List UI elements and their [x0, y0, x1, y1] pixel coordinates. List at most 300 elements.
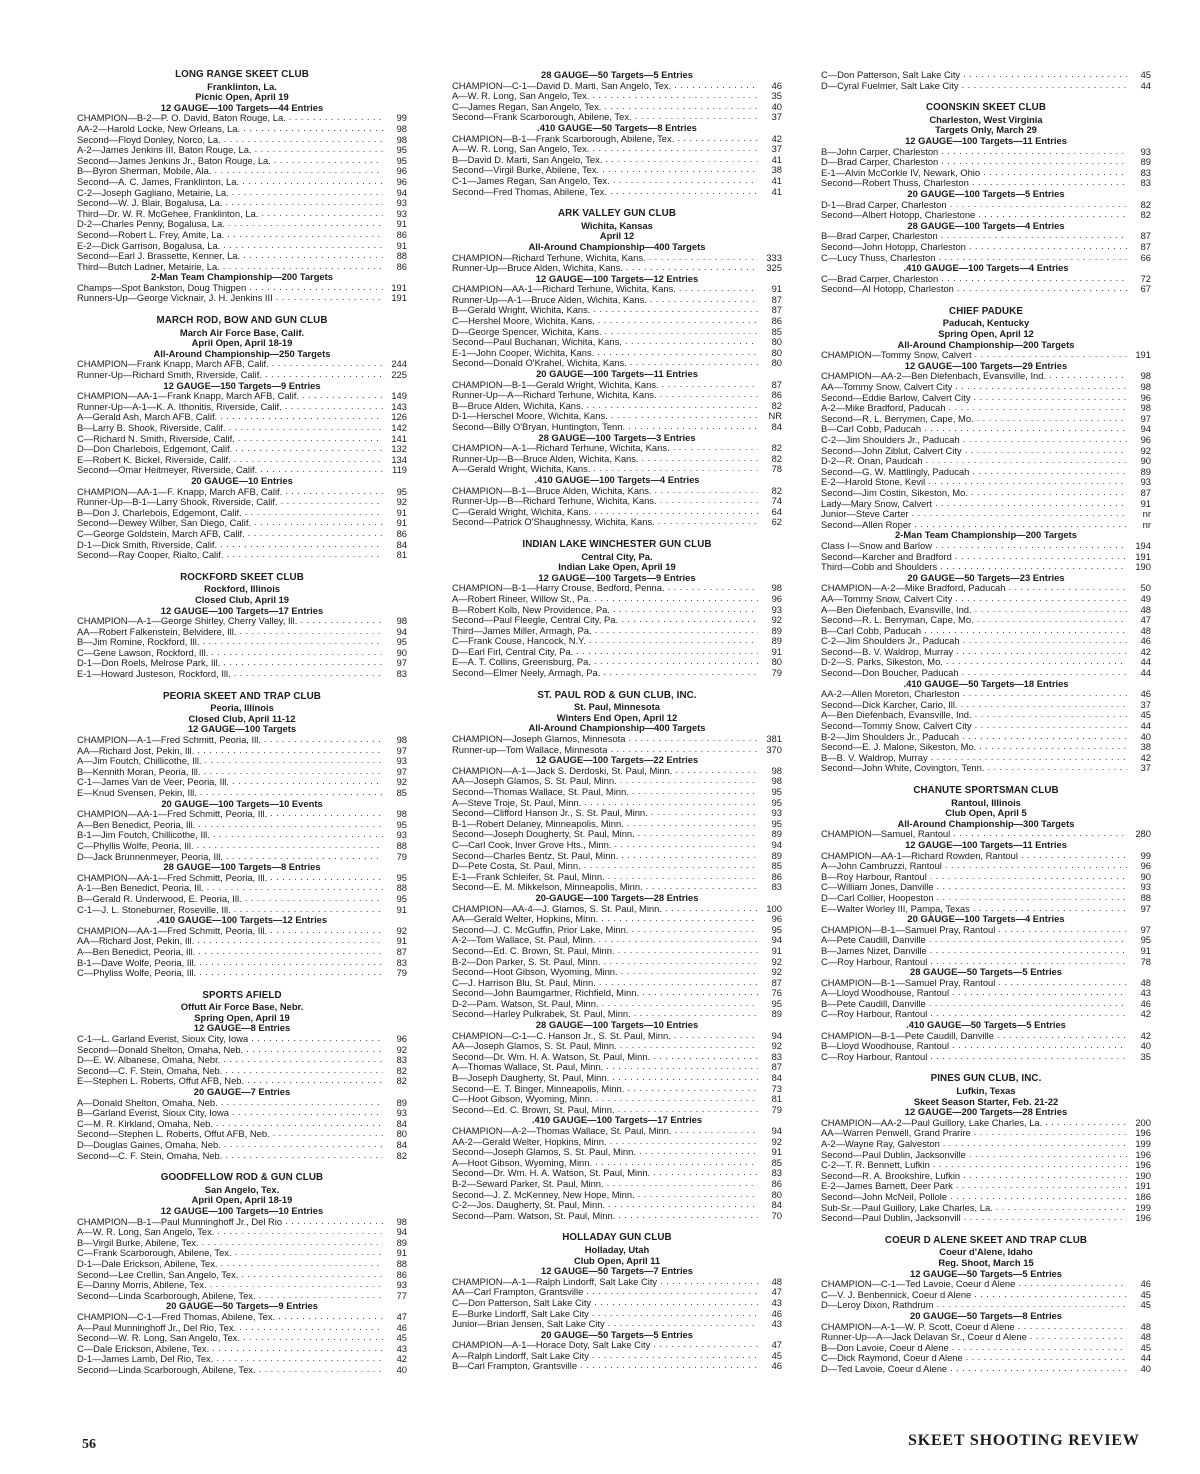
score: 88 — [1140, 891, 1151, 903]
score: 80 — [771, 346, 782, 358]
shooter-entry: A—Donald Shelton, Omaha, Neb. — [77, 1097, 218, 1108]
dot-leader — [993, 1203, 1127, 1214]
result-line — [452, 134, 782, 145]
score: 46 — [1140, 1278, 1151, 1290]
score: 85 — [771, 860, 782, 872]
score: 41 — [771, 153, 782, 165]
shooter-entry: E-1—Frank Schleifer, St. Paul, Minn. — [452, 871, 605, 882]
dot-leader — [646, 253, 758, 264]
dot-leader — [952, 552, 1127, 563]
dot-leader — [650, 1052, 758, 1063]
shooter-entry: Second—Hoot Gibson, Wyoming, Minn. — [452, 967, 618, 978]
result-line — [452, 1084, 782, 1095]
shooter-entry: Second—R. L. Berryman, Cape, Mo. — [821, 615, 974, 626]
shooter-entry: Second—Elmer Neely, Armagh, Pa. — [452, 668, 601, 679]
dot-leader — [1046, 371, 1127, 382]
dot-leader — [607, 1137, 758, 1148]
event-heading: Indian Lake Open, April 19 — [558, 561, 676, 573]
club-results-block — [452, 691, 782, 1222]
result-line — [77, 616, 407, 627]
result-line — [452, 745, 782, 756]
score: 100 — [766, 902, 782, 914]
shooter-entry: C-1—James Regan, San Angelo, Tex. — [452, 175, 610, 186]
dot-leader — [938, 157, 1127, 168]
score: 91 — [1140, 944, 1151, 956]
dot-leader — [595, 935, 758, 946]
dot-leader — [591, 1298, 758, 1309]
shooter-entry: Runner-Up—A-1—K. A. Ithonitis, Riverside, Calif. — [77, 401, 282, 412]
shooter-entry: AA—Carl Frampton, Grantsville — [452, 1287, 584, 1298]
score: 95 — [396, 636, 407, 648]
club-results-block — [77, 70, 407, 304]
shooter-entry: Second—Donald O'Krahel, Wichita, Kans. — [452, 358, 627, 369]
dot-leader — [676, 284, 758, 295]
shooter-entry: Second—C. F. Stein, Omaha, Neb. — [77, 1150, 223, 1161]
score: 370 — [766, 743, 782, 755]
result-line — [77, 905, 407, 916]
dot-leader — [239, 177, 383, 188]
shooter-entry: C—Dick Raymond, Coeur d Alene — [821, 1353, 963, 1364]
result-line — [452, 657, 782, 668]
dot-leader — [207, 1280, 383, 1291]
dot-leader — [275, 1312, 383, 1323]
event-heading: 28 GAUGE—100 Targets—10 Entries — [535, 1019, 699, 1031]
shooter-entry: B—Carl Cobb, Paducah — [821, 625, 922, 636]
dot-leader — [643, 882, 758, 893]
result-line — [77, 124, 407, 135]
dot-leader — [577, 1361, 758, 1372]
score: 46 — [771, 1360, 782, 1372]
shooter-entry: Third—James Miller, Armagh, Pa. — [452, 625, 592, 636]
shooter-entry: A—Paul Munninghoff Jr., Del Rio, Tex. — [77, 1322, 237, 1333]
club-name: ROCKFORD SKEET CLUB — [180, 571, 304, 583]
score: 82 — [396, 1149, 407, 1161]
dot-leader — [909, 509, 1127, 520]
dot-leader — [622, 337, 758, 348]
shooter-entry: Runner-Up—B—Richard Terhune, Wichita, Kans. — [452, 496, 657, 507]
dot-leader — [923, 456, 1127, 467]
result-line — [452, 925, 782, 936]
event-heading: 20-GAUGE—100 Targets—28 Entries — [535, 891, 699, 903]
shooter-entry: C—Don Patterson, Salt Lake City — [452, 1297, 592, 1308]
shooter-entry: CHAMPION—A-1—Jack S. Derdoski, St. Paul, Minn. — [452, 765, 673, 776]
shooter-entry: CHAMPION—A-1—Richard Terhune, Wichita, Kans. — [452, 443, 670, 454]
shooter-entry: Second—Dewey Wilber, San Diego, Calif. — [77, 518, 252, 529]
shooter-entry: B—Kennith Moran, Peoria, Ill. — [77, 766, 201, 777]
shooter-entry: Second—John Baumgartner, Richfield, Minn. — [452, 988, 640, 999]
shooter-entry: A-2—Wayne Ray, Galveston — [821, 1139, 940, 1149]
score: 47 — [771, 1286, 782, 1298]
club-name: MARCH ROD, BOW AND GUN CLUB — [156, 315, 328, 327]
shooter-entry: Second—Allen Roper — [821, 519, 912, 530]
shooter-entry: D—George Spencer, Wichita, Kans. — [452, 326, 602, 337]
score: 92 — [771, 966, 782, 978]
score: 86 — [771, 870, 782, 882]
result-line — [77, 841, 407, 852]
result-line — [77, 241, 407, 252]
dot-leader — [995, 978, 1127, 989]
event-heading: Rantoul, Illinois — [951, 796, 1021, 808]
dot-leader — [930, 1160, 1127, 1171]
event-heading: Skeet Season Starter, Feb. 21-22 — [913, 1095, 1059, 1107]
dot-leader — [969, 178, 1127, 189]
score: 95 — [396, 485, 407, 497]
shooter-entry: C—Lucy Thuss, Charleston — [821, 252, 936, 263]
result-line — [77, 1129, 407, 1140]
shooter-entry: CHAMPION—B-1—Pete Caudill, Danville — [821, 1030, 994, 1041]
result-line — [452, 348, 782, 359]
shooter-entry: Second—Eddie Barlow, Calvert City — [821, 392, 971, 403]
result-line — [452, 840, 782, 851]
result-line — [821, 742, 1151, 753]
result-line — [452, 102, 782, 113]
score: 98 — [396, 133, 407, 145]
score: 96 — [1140, 391, 1151, 403]
dot-leader — [222, 1151, 383, 1162]
shooter-entry: C—Phyllis Wolfe, Peoria, Ill. — [77, 840, 194, 851]
event-heading: All-Around Championship—400 Targets — [528, 722, 706, 734]
shooter-entry: Second—Dr. Wm. H. A. Watson, St. Paul, Minn. — [452, 1051, 651, 1062]
dot-leader — [974, 414, 1127, 425]
score: 98 — [396, 808, 407, 820]
score: 92 — [771, 1135, 782, 1147]
club-name: ST. PAUL ROD & GUN CLUB, INC. — [537, 689, 697, 701]
dot-leader — [943, 657, 1127, 668]
dot-leader — [589, 144, 758, 155]
result-line — [821, 1031, 1151, 1042]
result-line — [77, 135, 407, 146]
shooter-entry: D—Pete Costa, St. Paul, Minn. — [452, 861, 581, 872]
result-line — [77, 434, 407, 445]
score: 82 — [771, 452, 782, 464]
dot-leader — [934, 882, 1127, 893]
dot-leader — [599, 165, 758, 176]
score: 40 — [1140, 1040, 1151, 1052]
result-line — [452, 967, 782, 978]
event-heading: April Open, April 18-19 — [191, 337, 293, 349]
dot-leader — [251, 518, 383, 529]
shooter-entry: E-1—John Cooper, Wichita, Kans. — [452, 347, 595, 358]
score: 91 — [771, 1146, 782, 1158]
shooter-entry: CHAMPION—Joseph Glamos, Minnesota — [452, 734, 626, 745]
result-line — [452, 766, 782, 777]
shooter-entry: E-1—Howard Justeson, Rockford, Ill. — [77, 669, 231, 680]
dot-leader — [959, 668, 1127, 679]
result-line — [77, 648, 407, 659]
score: 92 — [1140, 444, 1151, 456]
shooter-entry: Second—Linda Scarborough, Abilene, Tex. — [77, 1290, 256, 1301]
dot-leader — [968, 488, 1127, 499]
score: 83 — [396, 668, 407, 680]
dot-leader — [953, 1181, 1127, 1192]
dot-leader — [278, 497, 383, 508]
result-line — [77, 1098, 407, 1109]
shooter-entry: A—Jim Foutch, Chillicothe, Ill. — [77, 756, 202, 767]
score: 86 — [771, 389, 782, 401]
journal-title: SKEET SHOOTING REVIEW — [908, 1432, 1140, 1449]
result-line — [77, 1270, 407, 1281]
score: 78 — [1140, 955, 1151, 967]
score: 92 — [396, 776, 407, 788]
shooter-entry: Second—Lee Crellin, San Angelo, Tex. — [77, 1269, 239, 1280]
shooter-entry: D—Brad Carper, Charleston — [821, 157, 939, 168]
dot-leader — [209, 1344, 383, 1355]
dot-leader — [222, 198, 383, 209]
shooter-entry: CHAMPION—B-1—Samuel Pray, Rantoul — [821, 924, 996, 935]
shooter-entry: CHAMPION—A-1—Horace Doty, Salt Lake City — [452, 1340, 651, 1351]
result-line — [77, 219, 407, 230]
dot-leader — [972, 605, 1127, 616]
result-line — [821, 605, 1151, 616]
shooter-entry: B—James Nizet, Danville — [821, 945, 927, 956]
score: 196 — [1135, 1212, 1151, 1224]
score: 86 — [771, 315, 782, 327]
score: 45 — [1140, 1299, 1151, 1311]
score: 48 — [771, 1275, 782, 1287]
result-line — [77, 883, 407, 894]
dot-leader — [605, 1319, 758, 1330]
shooter-entry: Runner-Up—Bruce Alden, Wichita, Kans. — [452, 263, 623, 274]
score: 93 — [1140, 881, 1151, 893]
dot-leader — [962, 446, 1127, 457]
shooter-entry: D—Don Charlebois, Edgemont, Calif. — [77, 444, 233, 455]
dot-leader — [628, 925, 758, 936]
result-line — [77, 550, 407, 561]
dot-leader — [615, 946, 758, 957]
shooter-entry: Second—John White, Covington, Tenn. — [821, 763, 985, 774]
shooter-entry: CHAMPION—C-1—David D. Marti, San Angelo, Tex. — [452, 80, 672, 91]
shooter-entry: C—William Jones, Danville — [821, 882, 934, 893]
result-line — [821, 1009, 1151, 1020]
dot-leader — [632, 112, 758, 123]
dot-leader — [595, 316, 758, 327]
dot-leader — [617, 776, 758, 787]
results-column-2 — [452, 70, 782, 1372]
score: 91 — [396, 239, 407, 251]
shooter-entry: D-1—Herschel Moore, Wichita, Kans. — [452, 411, 608, 422]
shooter-entry: A—Thomas Wallace, St. Paul, Minn. — [452, 1062, 604, 1073]
shooter-entry: CHAMPION—AA-1—Fred Schmitt, Peoria, Ill. — [77, 872, 268, 883]
shooter-entry: C—Brad Carper, Charleston — [821, 273, 939, 284]
score: 82 — [396, 1064, 407, 1076]
score: 37 — [771, 143, 782, 155]
dot-leader — [232, 444, 383, 455]
result-line — [821, 210, 1151, 221]
shooter-entry: Second—W. J. Blair, Bogalusa, La. — [77, 198, 223, 209]
dot-leader — [665, 583, 758, 594]
dot-leader — [611, 840, 758, 851]
score: 43 — [771, 1296, 782, 1308]
club-results-block — [452, 1233, 782, 1372]
score: 42 — [1140, 645, 1151, 657]
club-name: LONG RANGE SKEET CLUB — [175, 69, 309, 80]
score: 142 — [391, 422, 407, 433]
shooter-entry: C—Richard N. Smith, Riverside, Calif. — [77, 433, 235, 444]
dot-leader — [271, 156, 383, 167]
dot-leader — [1005, 583, 1127, 594]
event-heading: Picnic Open, April 19 — [195, 91, 289, 103]
dot-leader — [257, 465, 383, 476]
score: 93 — [396, 197, 407, 209]
dot-leader — [672, 766, 758, 777]
result-line — [452, 776, 782, 787]
shooter-entry: CHAMPION—Richard Terhune, Wichita, Kans. — [452, 252, 646, 263]
club-results-block — [77, 1173, 407, 1375]
event-heading: 20 GAUGE—7 Entries — [193, 1086, 291, 1098]
shooter-entry: CHAMPION—C-1—Fred Thomas, Abilene, Tex. — [77, 1311, 276, 1322]
score: 46 — [396, 1321, 407, 1333]
shooter-entry: Runner-Up—B—Bruce Alden, Wichita, Kans. — [452, 453, 639, 464]
shooter-entry: Second—Harley Pulkrabek, St. Paul, Minn. — [452, 1009, 631, 1020]
shooter-entry: Second—Jim Costin, Sikeston, Mo. — [821, 487, 968, 498]
result-line — [821, 1052, 1151, 1063]
shooter-entry: CHAMPION—B-1—Gerald Wright, Wichita, Kans. — [452, 379, 659, 390]
result-line — [77, 1066, 407, 1077]
dot-leader — [229, 1108, 383, 1119]
shooter-entry: B-1—Dave Wolfe, Peoria, Ill. — [77, 957, 197, 968]
dot-leader — [1015, 1279, 1127, 1290]
result-line — [452, 305, 782, 316]
dot-leader — [236, 627, 383, 638]
score: 62 — [771, 516, 782, 528]
shooter-entry: Second—Joseph Glamos, S. St. Paul, Minn. — [452, 1147, 636, 1158]
score: 191 — [391, 292, 407, 304]
dot-leader — [960, 689, 1127, 700]
score: 42 — [1140, 1008, 1151, 1020]
result-line — [77, 1344, 407, 1355]
dot-leader — [984, 763, 1127, 774]
score: 92 — [396, 924, 407, 936]
result-line — [77, 1034, 407, 1045]
dot-leader — [938, 147, 1127, 158]
shooter-entry: CHAMPION—B-1—Paul Munninghoff Jr., Del Rio — [77, 1216, 283, 1227]
shooter-entry: C—Carl Cook, Inver Grove Hts., Minn. — [452, 839, 612, 850]
shooter-entry: D—Cyral Fuelmer, Salt Lake City — [821, 80, 959, 91]
score: 91 — [396, 1247, 407, 1259]
shooter-entry: C—Gene Lawson, Rockford, Ill. — [77, 647, 209, 658]
score: 90 — [1140, 455, 1151, 467]
dot-leader — [935, 253, 1127, 264]
result-line — [821, 1300, 1151, 1311]
dot-leader — [609, 1073, 758, 1084]
score: 99 — [396, 112, 407, 124]
result-line — [452, 176, 782, 187]
shooter-entry: B—Jim Romine, Rockford, Ill. — [77, 637, 200, 648]
result-line — [77, 455, 407, 466]
club-name: INDIAN LAKE WINCHESTER GUN CLUB — [522, 538, 712, 550]
result-line — [452, 295, 782, 306]
dot-leader — [624, 1084, 758, 1095]
shooter-entry: CHAMPION—AA-1—F. Knapp, March AFB, Calif. — [77, 486, 283, 497]
event-heading: All-Around Championship—200 Targets — [897, 338, 1075, 350]
dot-leader — [1018, 851, 1127, 862]
result-line — [821, 274, 1151, 285]
result-line — [452, 1094, 782, 1105]
dot-leader — [282, 1217, 383, 1228]
event-heading: April 12 — [599, 230, 635, 242]
result-line — [77, 788, 407, 799]
shooter-entry: B—Don J. Charlebois, Edgemont, Calif. — [77, 507, 242, 518]
shooter-entry: C—Frank Scarborough, Abilene, Tex. — [77, 1248, 232, 1259]
event-heading: 20 GAUGE—50 Targets—9 Entries — [166, 1300, 318, 1312]
shooter-entry: CHAMPION—C-1—Ted Lavoie, Coeur d Alene — [821, 1279, 1016, 1290]
shooter-entry: B—Roy Harbour, Rantoul — [821, 871, 927, 882]
dot-leader — [617, 1041, 758, 1052]
shooter-entry: A—Ralph Lindorff, Salt Lake City — [452, 1350, 589, 1361]
dot-leader — [252, 145, 383, 156]
dot-leader — [218, 1098, 383, 1109]
result-line — [452, 1158, 782, 1169]
dot-leader — [953, 647, 1127, 658]
score: 381 — [766, 733, 782, 745]
dot-leader — [267, 809, 383, 820]
score: 333 — [766, 251, 782, 263]
score: 87 — [771, 976, 782, 988]
result-line — [77, 1323, 407, 1334]
dot-leader — [629, 787, 758, 798]
score: 70 — [771, 1209, 782, 1221]
dot-leader — [971, 1128, 1127, 1139]
shooter-entry: Second—Ed. C. Brown, St. Paul, Minn. — [452, 945, 615, 956]
dot-leader — [971, 393, 1127, 404]
shooter-entry: CHAMPION—A-2—Mike Bradford, Paducah — [821, 583, 1006, 594]
shooter-entry: Third—Butch Ladner, Metairie, La. — [77, 261, 220, 272]
score: 98 — [1140, 370, 1151, 382]
dot-leader — [966, 1150, 1127, 1161]
page-number: 56 — [82, 1437, 96, 1452]
dot-leader — [952, 382, 1127, 393]
event-heading: All-Around Championship—400 Targets — [528, 240, 706, 252]
result-line — [452, 486, 782, 497]
dot-leader — [607, 745, 758, 756]
result-line — [452, 380, 782, 391]
score: 143 — [391, 400, 407, 412]
event-heading: 2-Man Team Championship—200 Targets — [151, 271, 333, 283]
dot-leader — [657, 496, 758, 507]
result-line — [77, 540, 407, 551]
shooter-entry: B—Carl Cobb, Paducah — [821, 424, 922, 435]
shooter-entry: CHAMPION—AA-2—Ben Diefenbach, Evansville, Ind. — [821, 371, 1047, 382]
shooter-entry: C-2—Jos. Daugherty, St. Paul, Minn. — [452, 1200, 606, 1211]
shooter-entry: C—Roy Harbour, Rantoul — [821, 956, 928, 967]
result-line — [452, 1147, 782, 1158]
event-heading: 20 GAUGE—100 Targets—5 Entries — [907, 187, 1065, 199]
shooter-entry: Second—Clifford Hanson Jr., S. St. Paul, Minn. — [452, 808, 648, 819]
result-line — [821, 562, 1151, 573]
score: 95 — [396, 144, 407, 156]
shooter-entry: D—Earl Firl, Central City, Pa. — [452, 646, 574, 657]
result-line — [821, 925, 1151, 936]
dot-leader — [248, 1034, 383, 1045]
result-line — [452, 443, 782, 454]
score: 93 — [771, 603, 782, 615]
result-line — [821, 689, 1151, 700]
result-line — [452, 1298, 782, 1309]
result-line — [821, 657, 1151, 668]
result-line — [452, 808, 782, 819]
score: 97 — [1140, 902, 1151, 914]
shooter-entry: D-2—Charles Penny, Bogalusa, La. — [77, 219, 225, 230]
shooter-entry: CHAMPION—A-1—Fred Schmitt, Peoria, Ill. — [77, 735, 261, 746]
shooter-entry: Second—G. W. Mattlingly, Paducah — [821, 466, 970, 477]
shooter-entry: B—Don Lavoie, Coeur d Alene — [821, 1342, 949, 1353]
shooter-entry: D—Leroy Dixon, Rathdrum — [821, 1300, 934, 1311]
dot-leader — [921, 424, 1127, 435]
dot-leader — [625, 422, 758, 433]
shooter-entry: Third—Dr. W. R. McGehee, Franklinton, La. — [77, 208, 259, 219]
dot-leader — [927, 1052, 1127, 1063]
club-results-block — [821, 103, 1151, 295]
